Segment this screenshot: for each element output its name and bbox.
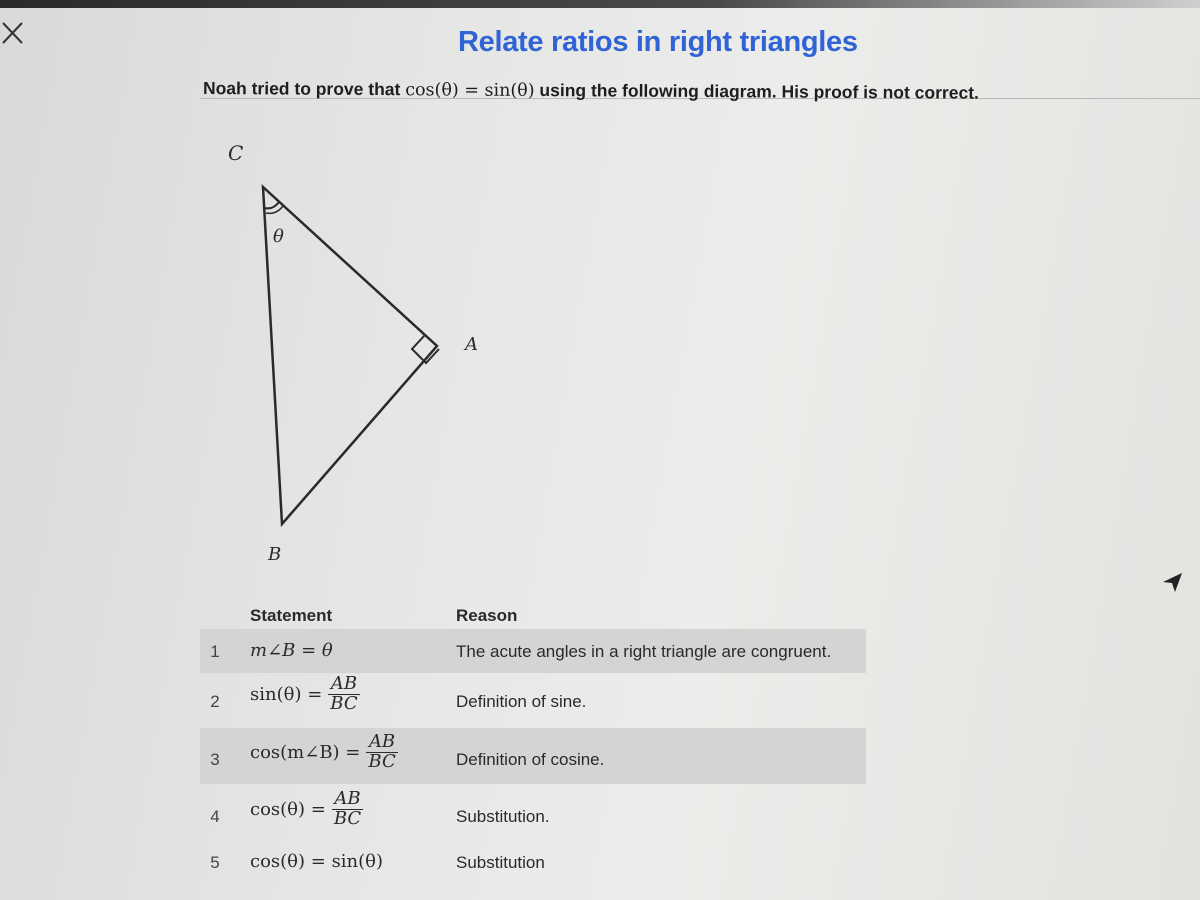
reason-header: Reason (456, 606, 518, 625)
row-number: 1 (210, 642, 220, 661)
fraction-numerator: AB (334, 788, 361, 809)
fraction-denominator: BC (330, 693, 358, 715)
mouse-cursor-icon (1160, 570, 1184, 594)
fraction-numerator: AB (330, 673, 358, 694)
vertex-a-label: A (465, 334, 478, 355)
claim-right: sin(θ) (484, 80, 535, 102)
fraction (328, 675, 359, 714)
statement-2 (250, 675, 360, 714)
fraction-denominator: BC (333, 808, 362, 830)
reason-2: Definition of sine. (456, 692, 587, 711)
row-number: 4 (210, 807, 220, 826)
angle-theta-label: θ (273, 226, 284, 247)
reason-4: Substitution. (456, 807, 550, 826)
statement-text: m∠B = θ (250, 640, 333, 661)
fraction (366, 733, 397, 772)
fraction (332, 790, 363, 829)
claim-equals: = (458, 80, 485, 101)
row-number: 2 (210, 692, 220, 711)
fraction-numerator: AB (368, 731, 396, 752)
statement-3 (250, 733, 398, 772)
problem-prefix: Noah tried to prove that (202, 78, 406, 100)
statement-text: cos(m∠B) = (250, 742, 361, 764)
row-number: 5 (210, 853, 220, 872)
row-number: 3 (210, 750, 220, 769)
page-title: Relate ratios in right triangles (458, 26, 858, 58)
fraction-denominator: BC (368, 751, 396, 773)
vertex-b-label: B (268, 544, 282, 565)
reason-5: Substitution (456, 853, 545, 872)
vertex-c-label: C (228, 141, 244, 165)
claim-left: cos(θ) (405, 80, 459, 101)
reason-3: Definition of cosine. (456, 750, 605, 769)
statement-4 (250, 790, 363, 829)
statement-text: cos(θ) = (250, 799, 326, 821)
statement-1 (250, 640, 333, 661)
problem-suffix: using the following diagram. His proof is not correct. (534, 80, 979, 103)
statement-header: Statement (250, 606, 333, 625)
statement-text: cos(θ) = sin(θ) (250, 851, 384, 872)
statement-text: sin(θ) = (250, 684, 323, 706)
reason-1: The acute angles in a right triangle are congruent. (456, 642, 832, 661)
statement-5 (250, 851, 383, 872)
